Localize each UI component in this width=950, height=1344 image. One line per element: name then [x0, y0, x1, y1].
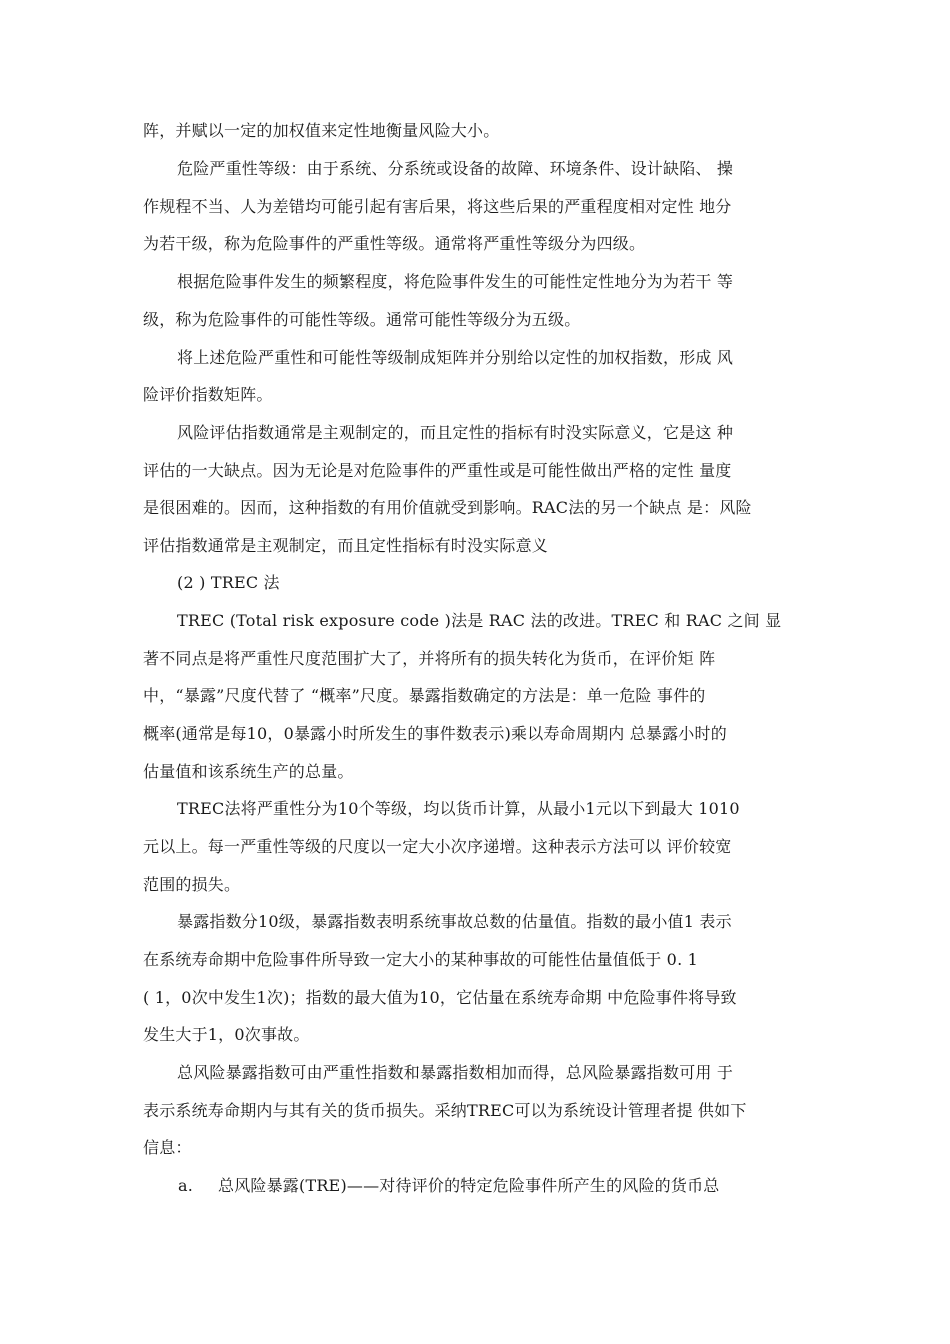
- text-line: 估量值和该系统生产的总量。: [143, 762, 354, 781]
- text-line: 发生大于1，0次事故。: [143, 1025, 310, 1044]
- text-line: ( 1，0次中发生1次)；指数的最大值为10，它估量在系统寿命期 中危险事件将导致: [143, 988, 737, 1007]
- text-line: 元以上。每一严重性等级的尺度以一定大小次序递增。这种表示方法可以 评价较宽: [143, 837, 732, 856]
- text-line: 著不同点是将严重性尺度范围扩大了，并将所有的损失转化为货币，在评价矩 阵: [143, 649, 716, 668]
- text-line: 评估的一大缺点。因为无论是对危险事件的严重性或是可能性做出严格的定性 量度: [143, 461, 732, 480]
- text-line: TREC (Total risk exposure code )法是 RAC 法的改进。TREC 和 RAC 之间 显: [177, 611, 782, 630]
- text-line: 是很困难的。因而，这种指数的有用价值就受到影响。RAC法的另一个缺点 是：风险: [143, 498, 752, 517]
- text-line: 范围的损失。: [143, 875, 241, 894]
- text-line: 概率(通常是每10，0暴露小时所发生的事件数表示)乘以寿命周期内 总暴露小时的: [143, 724, 727, 743]
- text-line: 为若干级，称为危险事件的严重性等级。通常将严重性等级分为四级。: [143, 234, 646, 253]
- text-line: 险评价指数矩阵。: [143, 385, 273, 404]
- text-line: 作规程不当、人为差错均可能引起有害后果，将这些后果的严重程度相对定性 地分: [143, 197, 732, 216]
- text-line: 根据危险事件发生的频繁程度，将危险事件发生的可能性定性地分为为若干 等: [177, 272, 734, 291]
- text-line: 暴露指数分10级，暴露指数表明系统事故总数的估量值。指数的最小值1 表示: [177, 912, 732, 931]
- text-line: 阵，并赋以一定的加权值来定性地衡量风险大小。: [143, 121, 500, 140]
- text-line: 中，“暴露”尺度代替了 “概率”尺度。暴露指数确定的方法是：单一危险 事件的: [143, 686, 706, 705]
- text-line: 将上述危险严重性和可能性等级制成矩阵并分别给以定性的加权指数，形成 风: [177, 348, 734, 367]
- list-marker: a.: [178, 1176, 194, 1195]
- list-item-text: 总风险暴露(TRE)——对待评价的特定危险事件所产生的风险的货币总: [218, 1176, 720, 1195]
- text-line: 危险严重性等级：由于系统、分系统或设备的故障、环境条件、设计缺陷、 操: [177, 159, 734, 178]
- text-line: 评估指数通常是主观制定，而且定性指标有时没实际意义: [143, 536, 549, 555]
- text-line: 在系统寿命期中危险事件所导致一定大小的某种事故的可能性估量值低于 0. 1: [143, 950, 699, 969]
- text-line: 总风险暴露指数可由严重性指数和暴露指数相加而得，总风险暴露指数可用 于: [177, 1063, 734, 1082]
- section-heading: (2 ) TREC 法: [177, 573, 280, 592]
- text-line: 表示系统寿命期内与其有关的货币损失。采纳TREC可以为系统设计管理者提 供如下: [143, 1101, 747, 1120]
- text-line: 信息：: [143, 1138, 192, 1157]
- text-line: 风险评估指数通常是主观制定的，而且定性的指标有时没实际意义，它是这 种: [177, 423, 734, 442]
- text-line: TREC法将严重性分为10个等级，均以货币计算，从最小1元以下到最大 1010: [177, 799, 740, 818]
- text-line: 级，称为危险事件的可能性等级。通常可能性等级分为五级。: [143, 310, 581, 329]
